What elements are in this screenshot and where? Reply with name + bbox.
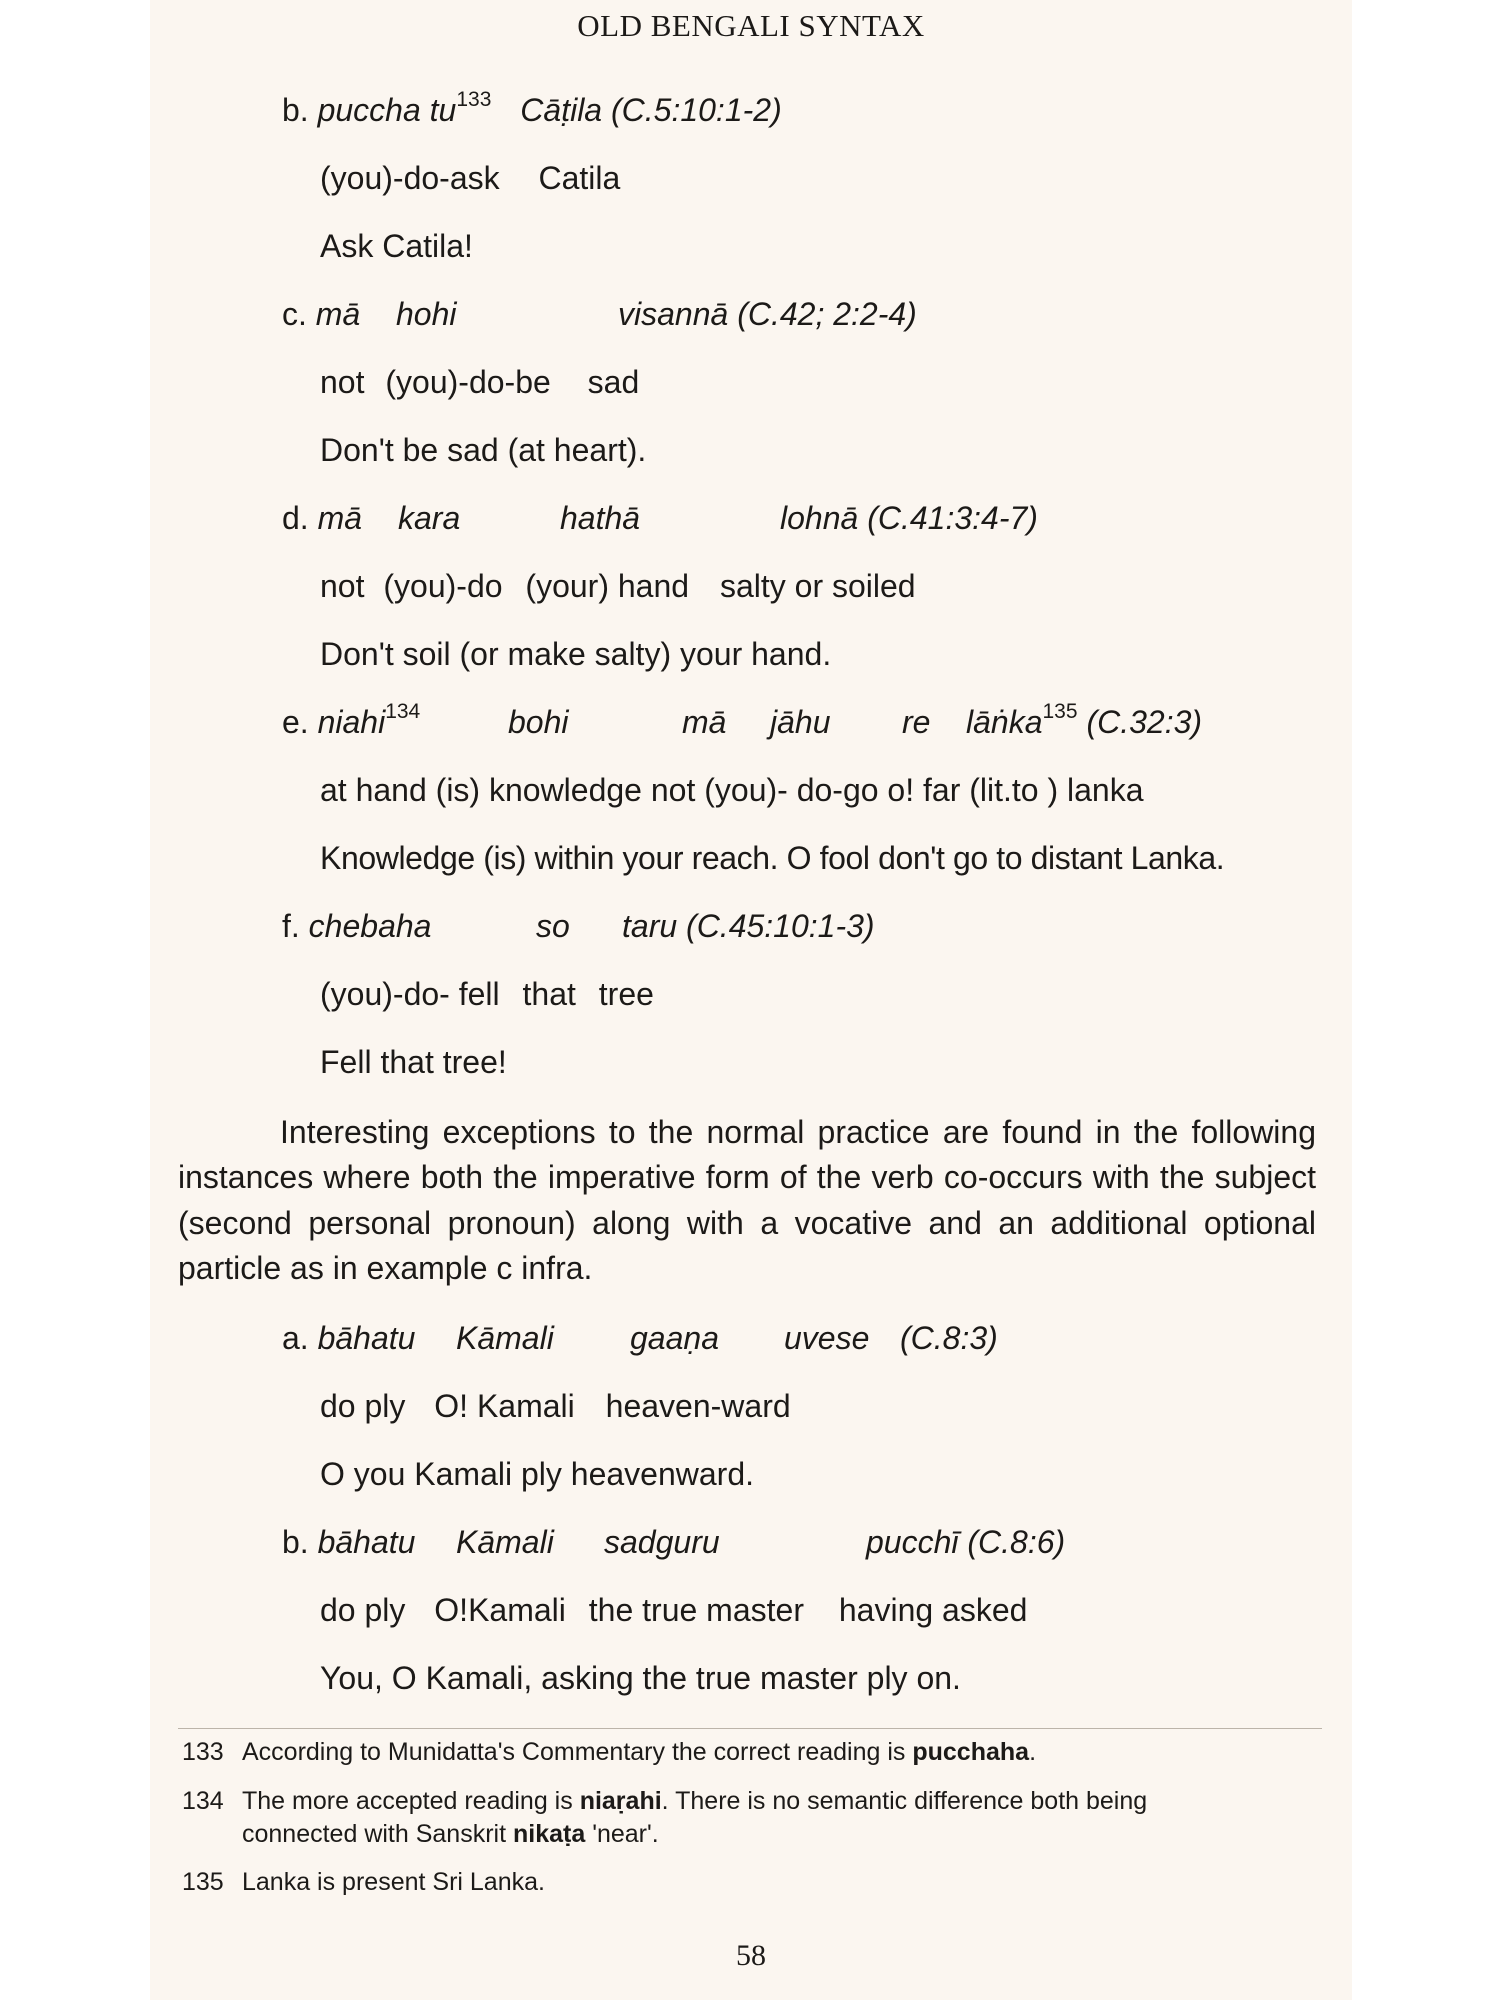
translation-line: O you Kamali ply heavenward. <box>320 1456 754 1492</box>
example-word: puccha tu <box>317 92 457 128</box>
footnote-135 <box>182 1866 1316 1899</box>
example-label: b. <box>282 92 309 128</box>
gloss-word: that <box>522 976 576 1012</box>
gloss-line <box>320 158 620 198</box>
footnote-text: According to Munidatta's Commentary the correct reading is <box>242 1738 913 1766</box>
example-f-line <box>282 906 875 946</box>
example-label: f. <box>282 908 300 944</box>
gloss-word: Catila <box>538 160 621 196</box>
footnote-text: The more accepted reading is <box>242 1787 580 1815</box>
example-word: so <box>536 908 570 944</box>
footnote-bold: niaṛahi <box>579 1787 662 1815</box>
example-b2-line <box>282 1522 1066 1562</box>
example-word: mā <box>682 704 727 740</box>
example-word: Kāmali <box>456 1320 554 1356</box>
example-word: chebaha <box>308 908 432 944</box>
gloss-word: do ply <box>320 1388 406 1424</box>
example-word: uvese <box>784 1320 870 1356</box>
footnote-text: connected with Sanskrit <box>242 1820 513 1848</box>
footnote-ref: 135 <box>1042 700 1078 723</box>
footnote-134 <box>182 1785 1316 1851</box>
example-word: re <box>902 704 931 740</box>
gloss-word: the true master <box>588 1592 804 1628</box>
example-label: e. <box>282 704 309 740</box>
gloss-word: sad <box>587 364 640 400</box>
footnote-text: . <box>1029 1738 1037 1766</box>
example-word: lohnā (C.41:3:4-7) <box>780 500 1038 536</box>
example-ref: Cāṭila (C.5:10:1-2) <box>520 92 782 128</box>
gloss-line <box>320 1590 1027 1630</box>
footnote-number: 133 <box>182 1738 224 1766</box>
footnote-text: Lanka is present Sri Lanka. <box>242 1868 545 1896</box>
example-c-line <box>282 294 917 334</box>
example-b-line <box>282 90 782 130</box>
gloss-word: (you)-do-ask <box>320 160 500 196</box>
gloss-line <box>320 974 654 1014</box>
example-word: taru (C.45:10:1-3) <box>622 908 875 944</box>
translation-line: Don't be sad (at heart). <box>320 432 647 468</box>
gloss-word: (you)-do- fell <box>320 976 500 1012</box>
example-word: mā <box>315 296 361 332</box>
example-label: a. <box>282 1320 309 1356</box>
gloss-word: salty or soiled <box>719 568 916 604</box>
footnote-bold: pucchaha <box>912 1738 1030 1766</box>
footnote-ref: 133 <box>456 88 492 111</box>
translation-line: You, O Kamali, asking the true master ply on. <box>320 1660 961 1696</box>
example-ref: (C.8:3) <box>900 1320 998 1356</box>
running-header: OLD BENGALI SYNTAX <box>577 8 925 43</box>
paragraph-text: Interesting exceptions to the normal practice are found in the following instances where both the imperative form of the verb co-occurs with the subject (second personal pronoun) along with a vocative and an additional optional particle as in example c infra. <box>178 1114 1316 1286</box>
translation-line: Knowledge (is) within your reach. O fool don't go to distant Lanka. <box>320 840 1225 876</box>
footnote-bold: nikaṭa <box>512 1820 586 1848</box>
gloss-line <box>320 1386 791 1426</box>
example-word: hathā <box>560 500 641 536</box>
page-number: 58 <box>736 1939 766 1972</box>
example-word: kara <box>398 500 461 536</box>
gloss-word: (you)-do-be <box>385 364 551 400</box>
example-label: b. <box>282 1524 309 1560</box>
gloss-line: at hand (is) knowledge not (you)- do-go o! far (lit.to ) lanka <box>320 772 1144 808</box>
example-e-line <box>282 700 1203 742</box>
example-word: lāṅka <box>966 704 1043 740</box>
example-word: hohi <box>396 296 457 332</box>
footnote-text: 'near'. <box>585 1820 659 1848</box>
gloss-word: do ply <box>320 1592 406 1628</box>
gloss-word: heaven-ward <box>605 1388 791 1424</box>
gloss-word: not <box>320 568 365 604</box>
gloss-word: tree <box>598 976 654 1012</box>
example-ref: (C.32:3) <box>1086 704 1203 740</box>
gloss-word: (your) hand <box>525 568 690 604</box>
gloss-word: not <box>320 364 365 400</box>
gloss-line <box>320 566 916 606</box>
example-word: jāhu <box>770 704 831 740</box>
example-a2-line <box>282 1318 998 1358</box>
translation-line: Ask Catila! <box>320 228 473 264</box>
gloss-word: O!Kamali <box>434 1592 566 1628</box>
example-word: niahi <box>317 704 386 740</box>
example-word: bohi <box>508 704 569 740</box>
translation-line: Fell that tree! <box>320 1044 507 1080</box>
gloss-word: (you)-do <box>383 568 503 604</box>
gloss-word: O! Kamali <box>434 1388 575 1424</box>
example-word: bāhatu <box>317 1320 416 1356</box>
gloss-word: having asked <box>838 1592 1028 1628</box>
gloss-line <box>320 362 639 402</box>
footnote-number: 134 <box>182 1787 224 1815</box>
example-word: mā <box>317 500 363 536</box>
example-word: sadguru <box>604 1524 720 1560</box>
footnote-133 <box>182 1736 1316 1769</box>
footnote-number: 135 <box>182 1868 224 1896</box>
example-label: c. <box>282 296 307 332</box>
footnote-text: . There is no semantic difference both being <box>661 1787 1148 1815</box>
example-word: gaaṇa <box>630 1320 719 1356</box>
body-paragraph <box>178 1110 1316 1291</box>
example-label: d. <box>282 500 309 536</box>
example-word: visannā (C.42; 2:2-4) <box>618 296 917 332</box>
example-word: bāhatu <box>317 1524 416 1560</box>
example-word: pucchī (C.8:6) <box>866 1524 1066 1560</box>
footnote-ref: 134 <box>385 700 421 723</box>
translation-line: Don't soil (or make salty) your hand. <box>320 636 832 672</box>
example-word: Kāmali <box>456 1524 554 1560</box>
example-d-line <box>282 498 1038 538</box>
footnote-rule <box>178 1728 1322 1729</box>
